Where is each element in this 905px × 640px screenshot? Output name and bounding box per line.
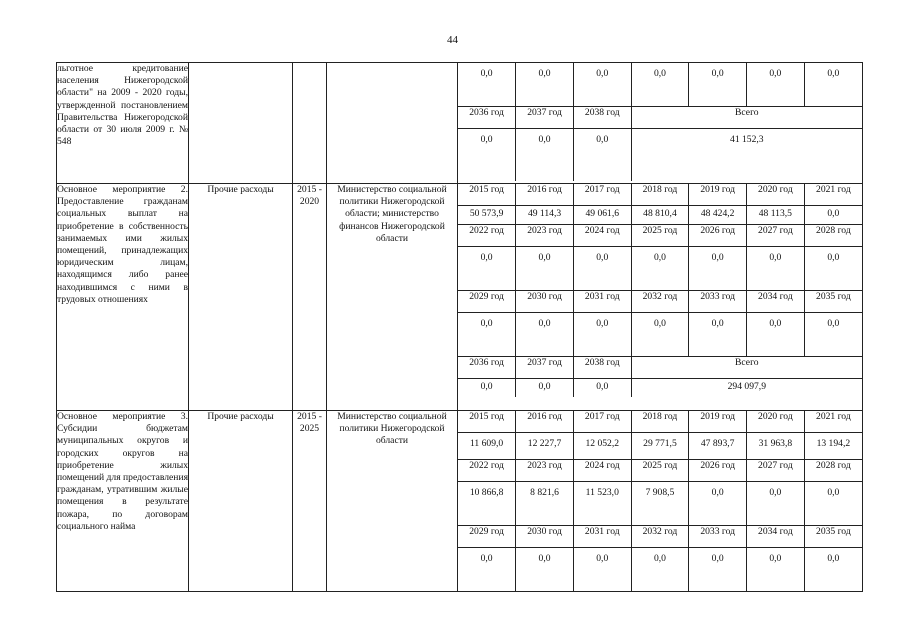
implementation-period (293, 63, 327, 184)
year-value-row (458, 433, 862, 460)
year-label-row (458, 291, 862, 313)
year-value: 0,0 (516, 129, 574, 182)
year-label: 2024 год (573, 460, 631, 482)
year-value: 29 771,5 (631, 433, 689, 460)
year-value: 48 810,4 (631, 206, 689, 225)
year-value: 0,0 (689, 247, 747, 291)
year-value: 48 113,5 (747, 206, 805, 225)
year-label: 2017 год (573, 411, 631, 433)
year-label: 2028 год (804, 460, 862, 482)
funding-by-year (458, 63, 863, 184)
year-value: 0,0 (573, 548, 631, 592)
year-value: 49 114,3 (516, 206, 574, 225)
year-label: 2020 год (747, 184, 805, 206)
expense-category: Прочие расходы (189, 184, 293, 411)
year-label: 2033 год (689, 526, 747, 548)
year-label: 2021 год (804, 184, 862, 206)
year-value: 0,0 (573, 247, 631, 291)
year-value: 0,0 (689, 482, 747, 526)
year-value: 0,0 (747, 548, 805, 592)
year-label: 2015 год (458, 411, 516, 433)
year-value: 47 893,7 (689, 433, 747, 460)
year-label: 2015 год (458, 184, 516, 206)
program-row (57, 63, 863, 184)
year-label-row (458, 526, 862, 548)
year-value: 0,0 (458, 548, 516, 592)
year-value-row (458, 313, 862, 357)
year-value: 0,0 (573, 379, 631, 398)
year-label: 2021 год (804, 411, 862, 433)
year-label: 2017 год (573, 184, 631, 206)
page-number: 44 (447, 34, 458, 46)
year-value: 12 227,7 (516, 433, 574, 460)
implementation-period: 2015 - 2025 (293, 411, 327, 592)
year-label: 2025 год (631, 225, 689, 247)
year-label: 2030 год (516, 526, 574, 548)
year-value: 0,0 (458, 379, 516, 398)
year-label: 2036 год (458, 357, 516, 379)
year-value: 0,0 (458, 247, 516, 291)
year-value: 0,0 (631, 548, 689, 592)
year-value: 8 821,6 (516, 482, 574, 526)
year-value: 11 523,0 (573, 482, 631, 526)
year-label: 2030 год (516, 291, 574, 313)
year-label: 2028 год (804, 225, 862, 247)
year-label: 2025 год (631, 460, 689, 482)
year-value: 11 609,0 (458, 433, 516, 460)
year-value-row (458, 482, 862, 526)
year-value: 0,0 (458, 129, 516, 182)
year-label: 2026 год (689, 225, 747, 247)
year-label-row (458, 460, 862, 482)
year-label: 2033 год (689, 291, 747, 313)
year-value: 0,0 (804, 247, 862, 291)
year-label: 2023 год (516, 225, 574, 247)
year-value: 0,0 (573, 313, 631, 357)
year-value-row (458, 247, 862, 291)
year-value: 0,0 (631, 313, 689, 357)
year-value: 0,0 (573, 63, 631, 107)
year-value: 0,0 (516, 247, 574, 291)
year-value: 0,0 (458, 63, 516, 107)
year-label: 2038 год (573, 357, 631, 379)
expense-category: Прочие расходы (189, 411, 293, 592)
year-label: 2023 год (516, 460, 574, 482)
year-label: 2036 год (458, 107, 516, 129)
year-label: 2038 год (573, 107, 631, 129)
year-value: 12 052,2 (573, 433, 631, 460)
year-label: 2037 год (516, 107, 574, 129)
year-label-row (458, 225, 862, 247)
year-label-row (458, 411, 862, 433)
year-label: 2032 год (631, 291, 689, 313)
year-value: 0,0 (516, 548, 574, 592)
year-label: 2035 год (804, 291, 862, 313)
expense-category (189, 63, 293, 184)
year-value: 0,0 (747, 63, 805, 107)
year-value: 0,0 (516, 379, 574, 398)
year-value: 0,0 (631, 63, 689, 107)
year-label-row (458, 357, 862, 379)
year-label: 2035 год (804, 526, 862, 548)
funding-by-year (458, 411, 863, 592)
activity-description: Основное мероприятие 3. Субсидии бюджетам муниципальных округов и городских округов на приобретение жилых помещений для предоставления гражданам, утратившим жилые помещения в результате пожара, по договорам социального найма (57, 411, 189, 592)
year-label: 2018 год (631, 184, 689, 206)
year-label-row (458, 107, 862, 129)
year-value-row (458, 63, 862, 107)
year-label: 2034 год (747, 526, 805, 548)
program-row (57, 411, 863, 592)
year-value: 10 866,8 (458, 482, 516, 526)
year-label: 2027 год (747, 225, 805, 247)
year-value: 0,0 (804, 313, 862, 357)
year-value: 31 963,8 (747, 433, 805, 460)
year-value: 0,0 (804, 206, 862, 225)
year-value: 0,0 (747, 313, 805, 357)
years-grid (458, 411, 862, 591)
year-value: 0,0 (631, 247, 689, 291)
year-value: 0,0 (804, 482, 862, 526)
program-row (57, 184, 863, 411)
activity-description: льготное кредитование населения Нижегородской области" на 2009 - 2020 годы, утвержденной постановлением Правительства Нижегородской области от 30 июля 2009 г. № 548 (57, 63, 189, 184)
year-value-row (458, 129, 862, 182)
year-value: 0,0 (689, 63, 747, 107)
responsible-executor (327, 63, 458, 184)
year-value-row (458, 206, 862, 225)
year-value: 0,0 (747, 247, 805, 291)
activity-description: Основное мероприятие 2. Предоставление гражданам социальных выплат на приобретение в собственность занимаемых ими жилых помещений, принадлежащих юридическим лицам, находящимся либо ранее находившимся с ними в трудовых отношениях (57, 184, 189, 411)
year-label: 2022 год (458, 225, 516, 247)
year-value: 0,0 (747, 482, 805, 526)
responsible-executor: Министерство социальной политики Нижегородской области (327, 411, 458, 592)
year-label: 2032 год (631, 526, 689, 548)
year-value: 48 424,2 (689, 206, 747, 225)
year-label: 2022 год (458, 460, 516, 482)
total-label: Всего (631, 107, 862, 129)
year-value: 0,0 (516, 313, 574, 357)
total-value: 41 152,3 (730, 134, 764, 145)
year-value: 0,0 (689, 313, 747, 357)
years-grid (458, 184, 862, 397)
year-label: 2019 год (689, 411, 747, 433)
year-label: 2018 год (631, 411, 689, 433)
total-label: Всего (631, 357, 862, 379)
funding-by-year (458, 184, 863, 411)
responsible-executor: Министерство социальной политики Нижегородской области; министерство финансов Нижегородской области (327, 184, 458, 411)
year-label: 2029 год (458, 526, 516, 548)
year-label: 2034 год (747, 291, 805, 313)
year-value: 7 908,5 (631, 482, 689, 526)
year-label: 2016 год (516, 184, 574, 206)
years-grid (458, 63, 862, 181)
year-value: 0,0 (689, 548, 747, 592)
year-label: 2031 год (573, 526, 631, 548)
year-value-row (458, 548, 862, 592)
year-value: 49 061,6 (573, 206, 631, 225)
year-label: 2026 год (689, 460, 747, 482)
year-value: 13 194,2 (804, 433, 862, 460)
year-label: 2029 год (458, 291, 516, 313)
year-label: 2020 год (747, 411, 805, 433)
year-value-row (458, 379, 862, 398)
year-value: 0,0 (516, 63, 574, 107)
year-value: 50 573,9 (458, 206, 516, 225)
implementation-period: 2015 - 2020 (293, 184, 327, 411)
year-label: 2027 год (747, 460, 805, 482)
year-label: 2024 год (573, 225, 631, 247)
year-label: 2019 год (689, 184, 747, 206)
year-label: 2031 год (573, 291, 631, 313)
year-label: 2016 год (516, 411, 574, 433)
year-value: 0,0 (827, 553, 840, 564)
year-value: 0,0 (458, 313, 516, 357)
year-label-row (458, 184, 862, 206)
year-value: 0,0 (573, 129, 631, 182)
year-value: 0,0 (804, 63, 862, 107)
total-value: 294 097,9 (727, 381, 766, 392)
program-table (56, 62, 863, 592)
year-label: 2037 год (516, 357, 574, 379)
